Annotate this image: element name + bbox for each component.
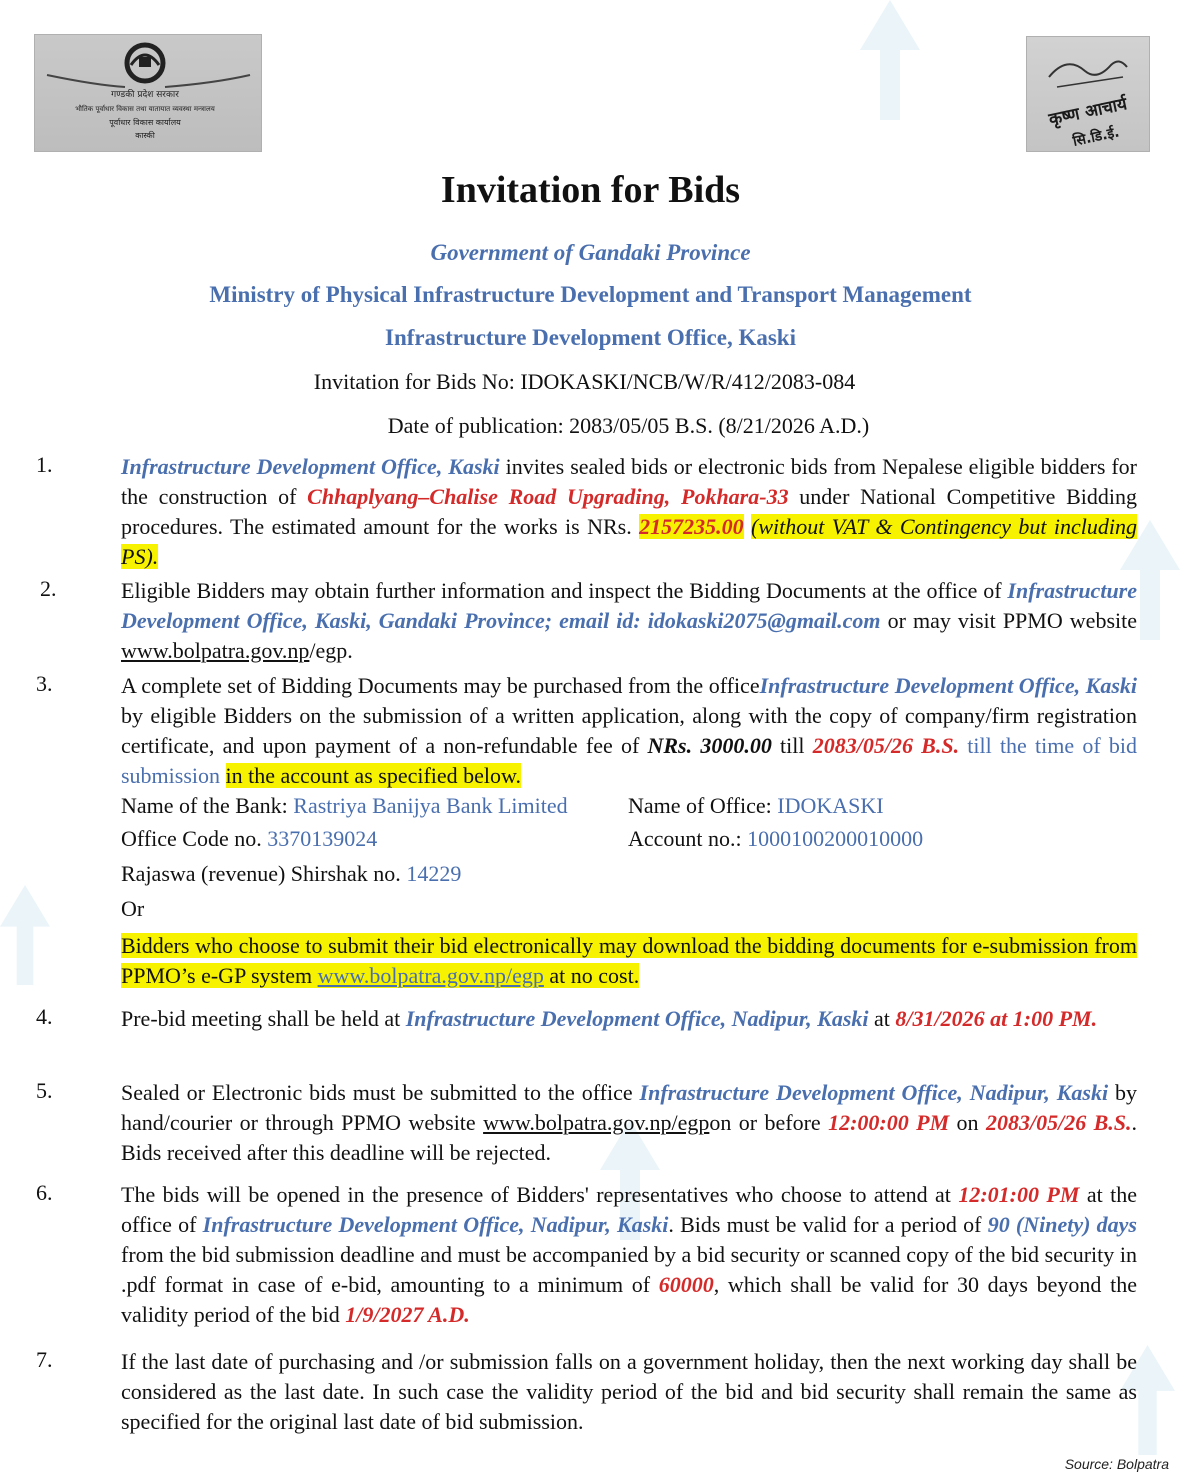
revenue-label: Rajaswa (revenue) Shirshak no. <box>121 861 401 886</box>
text-segment: . Bids received after this deadline will be rejected. <box>121 1110 1138 1165</box>
government-name: Government of Gandaki Province <box>430 240 751 265</box>
office-name-inline: Infrastructure Development Office, Nadipur, Kaski <box>639 1080 1109 1105</box>
clause-text <box>121 576 1137 666</box>
clause-number: 5. <box>36 1078 53 1103</box>
clause-text <box>121 1180 1137 1330</box>
text-segment: at <box>868 1006 896 1031</box>
signature-stamp <box>1026 36 1150 152</box>
revenue-row <box>121 861 461 887</box>
svg-text:सि.डि.ई.: सि.डि.ई. <box>1071 124 1121 150</box>
text-segment: Sealed or Electronic bids must be submitted to the office <box>121 1080 640 1105</box>
office-name-label: Name of Office: <box>628 793 772 818</box>
text-segment: till the time of bid submission <box>121 733 1137 788</box>
account-value: 1000100200010000 <box>747 826 924 851</box>
bank-value: Rastriya Banijya Bank Limited <box>293 793 568 818</box>
signature-icon <box>1027 37 1149 151</box>
clause-text <box>121 671 1137 791</box>
svg-text:कास्की: कास्की <box>135 131 155 140</box>
submission-time: 12:00:00 PM <box>828 1110 950 1135</box>
office-name-inline: Infrastructure Development Office, Kaski <box>121 454 500 479</box>
ppmo-link[interactable]: www.bolpatra.gov.np/egp <box>483 1110 710 1135</box>
emblem-icon <box>35 35 261 151</box>
clause-text <box>121 1078 1137 1168</box>
security-validity-date: 1/9/2027 A.D. <box>345 1302 470 1327</box>
text-segment: from the bid submission deadline and must be accompanied by a bid security or scanned copy of the bid security in .pdf format in case of e-bid, amounting to a minimum of <box>121 1242 1137 1297</box>
account-label: Account no.: <box>628 826 742 851</box>
opening-time: 12:01:00 PM <box>958 1182 1080 1207</box>
clause-text <box>121 452 1137 572</box>
svg-text:गण्डकी प्रदेश सरकार: गण्डकी प्रदेश सरकार <box>111 90 179 100</box>
document-fee: NRs. 3000.00 <box>647 733 772 758</box>
clause-number: 1. <box>36 452 53 477</box>
bank-name-row <box>121 793 568 819</box>
e-submission-text <box>121 931 1137 991</box>
text-segment: Bidders who choose to submit their bid electronically may download the bidding documents for e-submission from PPMO’s e-GP system <box>121 933 1137 988</box>
office-code-row <box>121 826 377 852</box>
text-segment: , which shall be valid for 30 days beyond the validity period of the bid <box>121 1272 1137 1327</box>
text-segment: Pre-bid meeting shall be held at <box>121 1006 406 1031</box>
text-segment: Eligible Bidders may obtain further information and inspect the Bidding Documents at the office of <box>121 578 1008 603</box>
svg-text:भौतिक पूर्वाधार विकास तथा याता: भौतिक पूर्वाधार विकास तथा यातायात व्यवस्था मन्त्रालय <box>75 105 215 113</box>
meeting-place: Infrastructure Development Office, Nadipur, Kaski <box>405 1006 869 1031</box>
account-row <box>628 826 923 852</box>
office-name-row <box>628 793 884 819</box>
clause-text: If the last date of purchasing and /or submission falls on a government holiday, then the next working day shall be considered as the last date. In such case the validity period of the bid and bid security shall remain the same as specified for the original last date of bid submission. <box>121 1349 1137 1434</box>
text-segment: on <box>949 1110 986 1135</box>
submission-date: 2083/05/26 B.S. <box>985 1110 1132 1135</box>
office-name-inline: Infrastructure Development Office, Nadipur, Kaski <box>202 1212 669 1237</box>
ministry-name: Ministry of Physical Infrastructure Development and Transport Management <box>209 282 972 307</box>
estimated-amount: 2157235.00 <box>639 514 744 539</box>
bank-label: Name of the Bank: <box>121 793 288 818</box>
clause-number: 6. <box>36 1180 53 1205</box>
amount-note: (without VAT & Contingency but including PS). <box>121 514 1138 569</box>
text-segment: till <box>771 733 813 758</box>
egp-link[interactable]: www.bolpatra.gov.np/egp <box>317 963 544 988</box>
clause-number: 4. <box>36 1004 53 1029</box>
clause-number: 2. <box>40 576 57 601</box>
office-contact: Infrastructure Development Office, Kaski, Gandaki Province; email id: idokaski2075@gmail.com <box>121 578 1137 633</box>
or-separator: Or <box>121 896 145 921</box>
project-name: Chhaplyang–Chalise Road Upgrading, Pokhara-33 <box>307 484 789 509</box>
clause-text <box>121 1004 1137 1034</box>
purchase-deadline: 2083/05/26 B.S. <box>812 733 960 758</box>
bid-security-amount: 60000 <box>658 1272 714 1297</box>
text-segment: /egp. <box>309 638 353 663</box>
svg-text:कृष्ण आचार्य: कृष्ण आचार्य <box>1047 94 1129 131</box>
text-segment: on or before <box>709 1110 829 1135</box>
svg-text:पूर्वाधार विकास कार्यालय: पूर्वाधार विकास कार्यालय <box>109 118 181 127</box>
text-segment: by eligible Bidders on the submission of a written application, along with the copy of company/firm registration certificate, and upon payment of a non-refundable fee of <box>121 703 1137 758</box>
office-code-label: Office Code no. <box>121 826 262 851</box>
clause-number: 3. <box>36 671 53 696</box>
text-segment: or may visit PPMO website <box>880 608 1137 633</box>
text-segment: at the office of <box>121 1182 1138 1237</box>
account-note: in the account as specified below. <box>225 763 521 788</box>
source-credit: Source: Bolpatra <box>1064 1456 1169 1472</box>
text-segment: . Bids must be valid for a period of <box>668 1212 988 1237</box>
office-logo <box>34 34 262 152</box>
watermark-arrow-icon <box>0 880 50 990</box>
text-segment: A complete set of Bidding Documents may be purchased from the office <box>121 673 760 698</box>
office-name-value: IDOKASKI <box>777 793 884 818</box>
clause-number: 7. <box>36 1347 53 1372</box>
watermark-arrow-icon <box>860 0 920 120</box>
publication-date: Date of publication: 2083/05/05 B.S. (8/21/2026 A.D.) <box>387 413 870 438</box>
text-segment: invites sealed bids or electronic bids from Nepalese eligible bidders for the construction of <box>121 454 1137 509</box>
office-name: Infrastructure Development Office, Kaski <box>385 325 796 350</box>
office-code-value: 3370139024 <box>267 826 378 851</box>
text-segment: by hand/courier or through PPMO website <box>121 1080 1138 1135</box>
office-name-inline: Infrastructure Development Office, Kaski <box>759 673 1137 698</box>
text-segment: under National Competitive Bidding procedures. The estimated amount for the works is NRs. <box>121 484 1137 539</box>
ppmo-link[interactable]: www.bolpatra.gov.np <box>121 638 310 663</box>
bid-number: Invitation for Bids No: IDOKASKI/NCB/W/R/412/2083-084 <box>313 369 856 394</box>
text-segment: at no cost. <box>543 963 640 988</box>
revenue-value: 14229 <box>406 861 462 886</box>
document-title: Invitation for Bids <box>440 169 741 211</box>
validity-period: 90 (Ninety) days <box>987 1212 1137 1237</box>
text-segment: The bids will be opened in the presence of Bidders' representatives who choose to attend at <box>121 1182 959 1207</box>
meeting-time: 8/31/2026 at 1:00 PM. <box>895 1006 1098 1031</box>
